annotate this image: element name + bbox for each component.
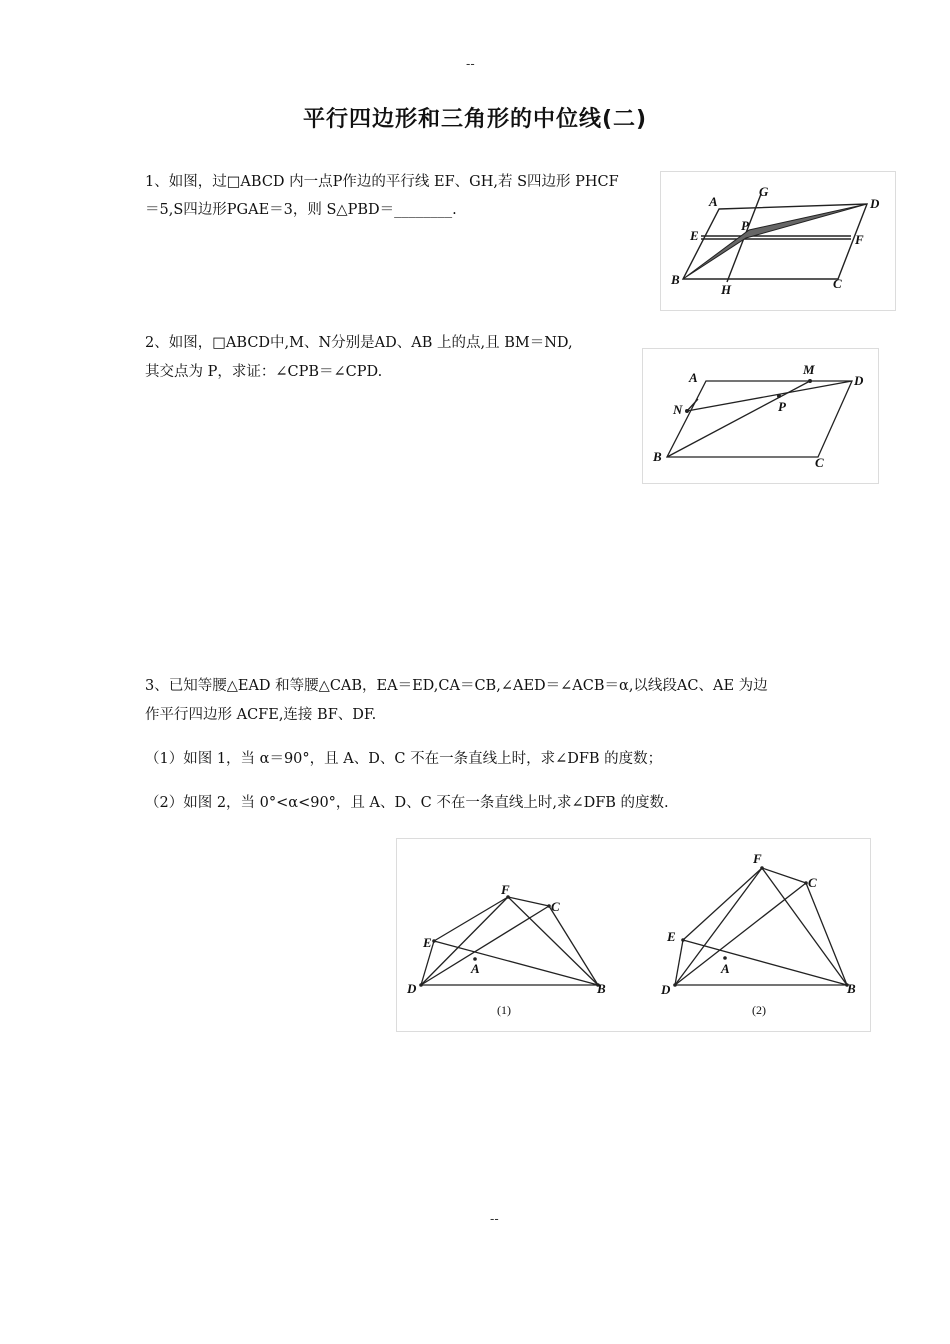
q1-label-g: G (759, 184, 769, 199)
q2-line2: 其交点为 P，求证：∠CPB＝∠CPD. (145, 364, 383, 380)
q1-label-h: H (721, 282, 732, 297)
q3-fig2-label-a: A (721, 961, 730, 976)
q3-fig1-label-a: A (471, 961, 480, 976)
q2-label-p: P (778, 399, 786, 414)
q3-figure (396, 838, 871, 1032)
q3-line2: 作平行四边形 ACFE,连接 BF、DF. (145, 707, 377, 723)
q2-figure (642, 348, 879, 484)
q3-fig2-label-d: D (661, 982, 671, 997)
q1-figure (660, 171, 896, 311)
q2-label-d: D (854, 373, 864, 388)
page-title: 平行四边形和三角形的中位线(二) (302, 107, 648, 132)
q2-label-a: A (689, 370, 698, 385)
q3-caption-2: (2) (752, 1003, 766, 1017)
footer-marker: -- (490, 1211, 499, 1226)
q1-label-p: P (741, 218, 749, 233)
q3-fig1-label-d: D (407, 981, 417, 996)
q2-label-b: B (653, 449, 662, 464)
q2-label-n: N (673, 402, 683, 417)
q1-label-d: D (870, 196, 880, 211)
q2-line1: 2、如图，□ABCD中,M、N分别是AD、AB 上的点,且 BM＝ND, (145, 335, 573, 351)
q3-fig2-label-c: C (808, 875, 817, 890)
q3-sub2: （2）如图 2，当 0°<α<90°，且 A、D、C 不在一条直线上时,求∠DFB 的度数. (145, 795, 669, 811)
q3-fig2-label-e: E (667, 929, 676, 944)
q1-label-a: A (709, 194, 718, 209)
q3-sub1: （1）如图 1，当 α＝90°，且 A、D、C 不在一条直线上时，求∠DFB 的度数； (145, 751, 663, 767)
q2-label-m: M (803, 362, 815, 377)
q1-line2: ＝5,S四边形PGAE＝3，则 S△PBD＝________. (145, 202, 457, 218)
q1-label-e: E (690, 228, 699, 243)
q3-fig1-label-b: B (597, 981, 606, 996)
q3-fig1-label-c: C (551, 899, 560, 914)
q3-fig1-label-e: E (423, 935, 432, 950)
q1-line1: 1、如图，过□ABCD 内一点P作边的平行线 EF、GH,若 S四边形 PHCF (145, 174, 619, 190)
q3-line1: 3、已知等腰△EAD 和等腰△CAB，EA＝ED,CA＝CB,∠AED＝∠ACB＝α,以线段AC、AE 为边 (145, 678, 768, 694)
q3-fig1-label-f: F (501, 882, 510, 897)
header-marker: -- (466, 56, 475, 71)
q1-label-b: B (671, 272, 680, 287)
q1-label-f: F (855, 232, 864, 247)
q1-label-c: C (833, 276, 842, 291)
q3-caption-1: (1) (497, 1003, 511, 1017)
q3-fig2-label-f: F (753, 851, 762, 866)
q2-label-c: C (815, 455, 824, 470)
q3-fig2-label-b: B (847, 981, 856, 996)
